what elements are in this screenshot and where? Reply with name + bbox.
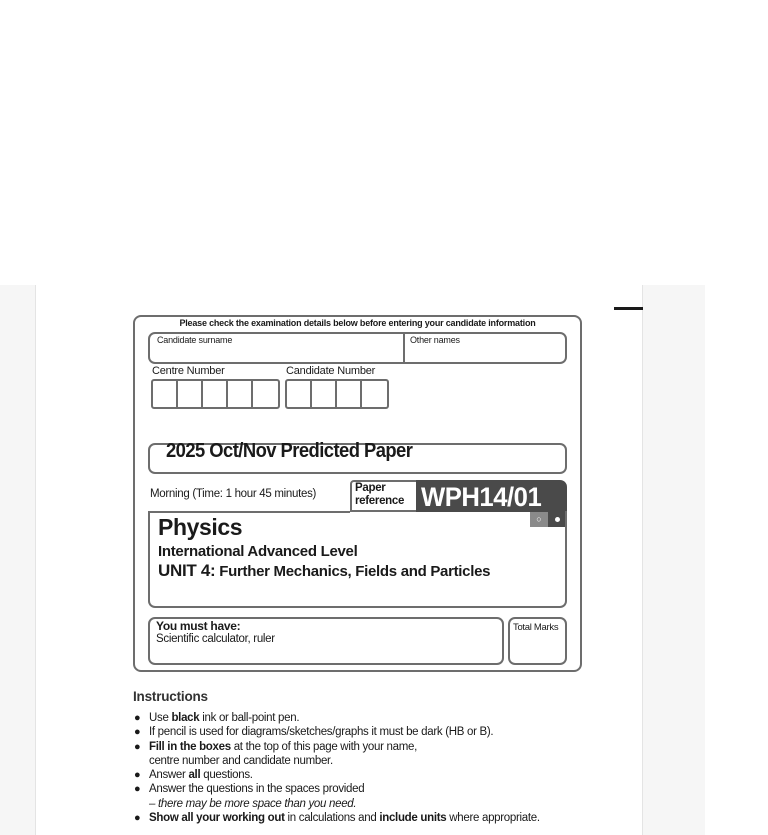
paper-reference-label [355, 482, 404, 508]
centre-digit-cell[interactable] [253, 381, 278, 407]
instruction-item: ● Show all your working out in calculations and include units where appropriate. [134, 812, 540, 825]
instruction-item: ● If pencil is used for diagrams/sketches/graphs it must be dark (HB or B). [134, 726, 494, 739]
paper-title: 2025 Oct/Nov Predicted Paper [166, 440, 413, 462]
name-box-divider [403, 332, 405, 364]
instructions-list [133, 711, 593, 825]
candidate-surname-label: Candidate surname [157, 335, 233, 345]
bullet-icon: ● [134, 769, 141, 782]
total-marks-label: Total Marks [513, 622, 559, 633]
subject-title: Physics [158, 514, 243, 540]
subject-box-left-edge [148, 511, 150, 519]
candidate-number-boxes[interactable] [285, 379, 389, 409]
unit-title [158, 561, 490, 581]
paper-reference-label-line1: Paper [355, 482, 386, 494]
instruction-item: ● Use black ink or ball-point pen. [134, 712, 300, 724]
bullet-icon: ● [134, 726, 141, 739]
instructions-heading: Instructions [133, 689, 208, 704]
paper-reference-code: WPH14/01 [421, 482, 542, 512]
centre-number-label: Centre Number [152, 365, 225, 377]
centre-digit-cell[interactable] [178, 381, 203, 407]
instruction-item: ● Answer all questions. [134, 769, 253, 782]
other-names-label: Other names [410, 335, 460, 345]
session-time: Morning (Time: 1 hour 45 minutes) [150, 488, 317, 500]
unit-prefix: UNIT 4: [158, 561, 216, 580]
candidate-digit-cell[interactable] [362, 381, 387, 407]
candidate-digit-cell[interactable] [287, 381, 312, 407]
bullet-icon: ● [134, 712, 141, 724]
unit-name: Further Mechanics, Fields and Particles [219, 563, 491, 580]
bullet-icon: ● [134, 783, 141, 796]
paper-reference-label-line2: reference [355, 495, 405, 507]
centre-digit-cell[interactable] [228, 381, 253, 407]
centre-digit-cell[interactable] [203, 381, 228, 407]
you-must-have-items: Scientific calculator, ruler [156, 633, 275, 645]
bullet-icon: ● [134, 740, 141, 753]
you-must-have-title: You must have: [156, 619, 241, 633]
instruction-item: ● Fill in the boxes at the top of this page with your name, centre number and candidate number. [134, 740, 417, 767]
candidate-number-label: Candidate Number [286, 365, 376, 377]
centre-digit-cell[interactable] [153, 381, 178, 407]
circle-icon: ○ [530, 512, 548, 527]
bullet-icon: ● [134, 812, 141, 825]
centre-number-boxes[interactable] [151, 379, 280, 409]
candidate-digit-cell[interactable] [337, 381, 362, 407]
qualification-level: International Advanced Level [158, 543, 358, 560]
candidate-digit-cell[interactable] [312, 381, 337, 407]
instruction-item: ● Answer the questions in the spaces provided – there may be more space than you need. [134, 783, 365, 810]
page-marker-dash [614, 307, 643, 310]
subject-box-top-edge [148, 511, 350, 513]
check-details-note: Please check the examination details below before entering your candidate information [179, 318, 536, 328]
